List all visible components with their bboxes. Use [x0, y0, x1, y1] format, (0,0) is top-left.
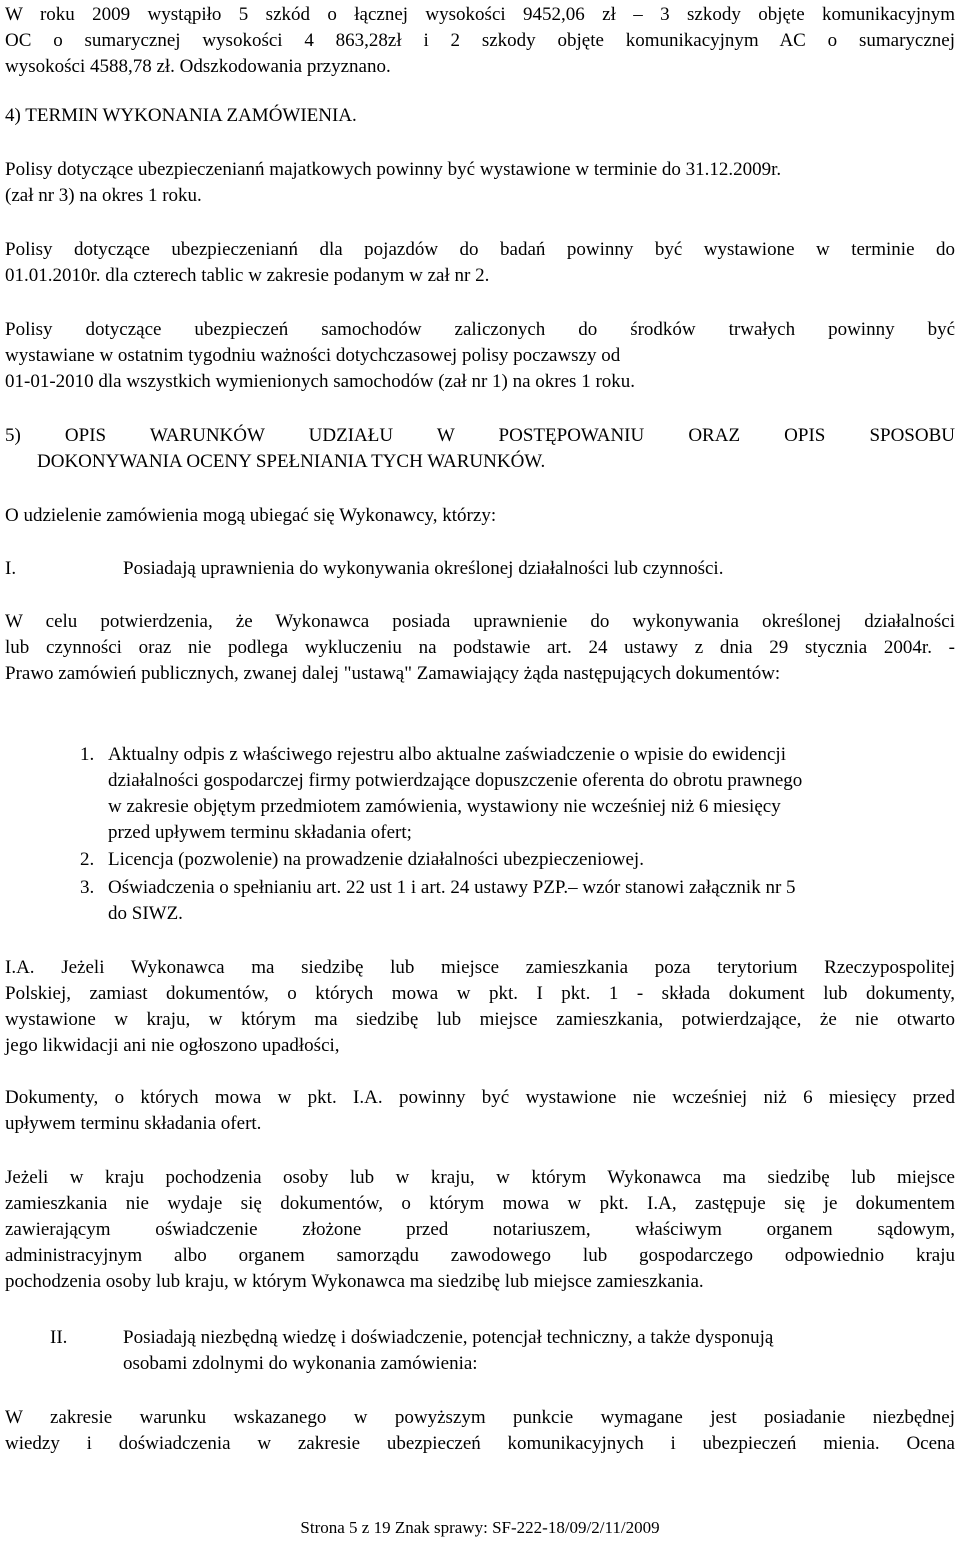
- list-text: [108, 847, 958, 873]
- text-line: przed upływem terminu składania ofert;: [108, 822, 412, 843]
- text-line: W roku 2009 wystąpiło 5 szkód o łącznej wysokości 9452,06 zł – 3 szkody objęte komunikacyjnym: [5, 4, 955, 25]
- text-line: (zał nr 3) na okres 1 roku.: [5, 185, 202, 206]
- text-line: Polisy dotyczące ubezpieczeń samochodów zaliczonych do środków trwałych powinny być: [5, 319, 955, 340]
- text-line: zawierającym oświadczenie złożone przed notariuszem, właściwym organem sądowym,: [5, 1219, 955, 1240]
- text-line: Polisy dotyczące ubezpieczenianń dla pojazdów do badań powinny być wystawione w terminie do: [5, 239, 955, 260]
- text-line: jego likwidacji ani nie ogłoszono upadłości,: [5, 1035, 340, 1056]
- text-line: wystawione w kraju, w którym ma siedzibę lub miejsce zamieszkania, potwierdzające, że nie otwarto: [5, 1009, 955, 1030]
- heading-termin: 4) TERMIN WYKONANIA ZAMÓWIENIA.: [5, 105, 357, 126]
- paragraph-documents-validity: [5, 1085, 955, 1137]
- text-line: administracyjnym albo organem samorządu zawodowego lub gospodarczego odpowiednio kraju: [5, 1245, 955, 1266]
- paragraph-intro: O udzielenie zamówienia mogą ubiegać się Wykonawcy, którzy:: [5, 505, 497, 526]
- text-line: Licencja (pozwolenie) na prowadzenie działalności ubezpieczeniowej.: [108, 849, 644, 870]
- page-footer: Strona 5 z 19 Znak sprawy: SF-222-18/09/2/11/2009: [300, 1518, 660, 1537]
- paragraph-property-policies: [5, 157, 955, 209]
- text-line: lub czynności oraz nie podlega wykluczeniu na podstawie art. 24 ustawy z dnia 29 stycznia 2004r. -: [5, 637, 955, 658]
- text-line: OC o sumarycznej wysokości 4 863,28zł i 2 szkody objęte komunikacyjnym AC o sumarycznej: [5, 30, 955, 51]
- paragraph-vehicle-test-policies: [5, 237, 955, 289]
- paragraph-notary-statement: [5, 1165, 955, 1295]
- text-line: 01.01.2010r. dla czterech tablic w zakresie podanym w zał nr 2.: [5, 265, 490, 286]
- list-text: [108, 875, 958, 927]
- text-line: 01-01-2010 dla wszystkich wymienionych samochodów (zał nr 1) na okres 1 roku.: [5, 371, 636, 392]
- text-line: działalności gospodarczej firmy potwierdzające dopuszczenie oferenta do obrotu prawnego: [108, 770, 803, 791]
- section-title: [123, 1325, 923, 1377]
- text-line: osobami zdolnymi do wykonania zamówienia:: [123, 1353, 478, 1374]
- list-number: 2.: [80, 849, 95, 870]
- text-line: Polisy dotyczące ubezpieczenianń majatkowych powinny być wystawione w terminie do 31.12.2009r.: [5, 159, 782, 180]
- paragraph-claims-2009: [5, 2, 955, 80]
- text-line: wysokości 4588,78 zł. Odszkodowania przyznano.: [5, 56, 391, 77]
- list-number: 1.: [80, 744, 95, 765]
- text-line: W zakresie warunku wskazanego w powyższym punkcie wymagane jest posiadanie niezbędnej: [5, 1407, 955, 1428]
- text-line: DOKONYWANIA OCENY SPEŁNIANIA TYCH WARUNKÓW.: [37, 451, 546, 472]
- text-line: zamieszkania nie wydaje się dokumentów, o którym mowa w pkt. I.A, zastępuje się je dokumentem: [5, 1193, 955, 1214]
- paragraph-foreign-contractor: [5, 955, 955, 1059]
- text-line: Aktualny odpis z właściwego rejestru albo aktualne zaświadczenie o wpisie do ewidencji: [108, 744, 786, 765]
- text-line: do SIWZ.: [108, 903, 183, 924]
- text-line: Posiadają niezbędną wiedzę i doświadczenie, potencjał techniczny, a także dysponują: [123, 1327, 774, 1348]
- text-line: Polskiej, zamiast dokumentów, o których mowa w pkt. I pkt. 1 - składa dokument lub dokumenty,: [5, 983, 955, 1004]
- text-line: pochodzenia osoby lub kraju, w którym Wykonawca ma siedzibę lub miejsce zamieszkania.: [5, 1271, 704, 1292]
- text-line: wiedzy i doświadczenia w zakresie ubezpieczeń komunikacyjnych i ubezpieczeń mienia. Ocena: [5, 1433, 955, 1454]
- text-line: upływem terminu składania ofert.: [5, 1113, 262, 1134]
- section-number: I.: [5, 558, 17, 579]
- text-line: Jeżeli w kraju pochodzenia osoby lub w kraju, w którym Wykonawca ma siedzibę lub miejsce: [5, 1167, 955, 1188]
- section-number: II.: [50, 1327, 68, 1348]
- paragraph-experience-requirement: [5, 1405, 955, 1457]
- section-title: Posiadają uprawnienia do wykonywania określonej działalności lub czynności.: [123, 558, 724, 579]
- list-text: [108, 742, 958, 846]
- text-line: Oświadczenia o spełnianiu art. 22 ust 1 i art. 24 ustawy PZP.– wzór stanowi załącznik nr 5: [108, 877, 796, 898]
- list-number: 3.: [80, 877, 95, 898]
- text-line: Prawo zamówień publicznych, zwanej dalej "ustawą" Zamawiający żąda następujących dokumentów:: [5, 663, 781, 684]
- paragraph-fixed-asset-cars: [5, 317, 955, 395]
- text-line: wystawiane w ostatnim tygodniu ważności dotychczasowej polisy poczawszy od: [5, 345, 621, 366]
- text-line: Dokumenty, o których mowa w pkt. I.A. powinny być wystawione nie wcześniej niż 6 miesięcy przed: [5, 1087, 955, 1108]
- heading-conditions: [5, 423, 955, 475]
- paragraph-documents-required: [5, 609, 955, 687]
- text-line: I.A. Jeżeli Wykonawca ma siedzibę lub miejsce zamieszkania poza terytorium Rzeczypospolitej: [5, 957, 955, 978]
- text-line: W celu potwierdzenia, że Wykonawca posiada uprawnienie do wykonywania określonej działalności: [5, 611, 955, 632]
- text-line: 5) OPIS WARUNKÓW UDZIAŁU W POSTĘPOWANIU ORAZ OPIS SPOSOBU: [5, 425, 955, 446]
- text-line: w zakresie objętym przedmiotem zamówienia, wystawiony nie wcześniej niż 6 miesięcy: [108, 796, 781, 817]
